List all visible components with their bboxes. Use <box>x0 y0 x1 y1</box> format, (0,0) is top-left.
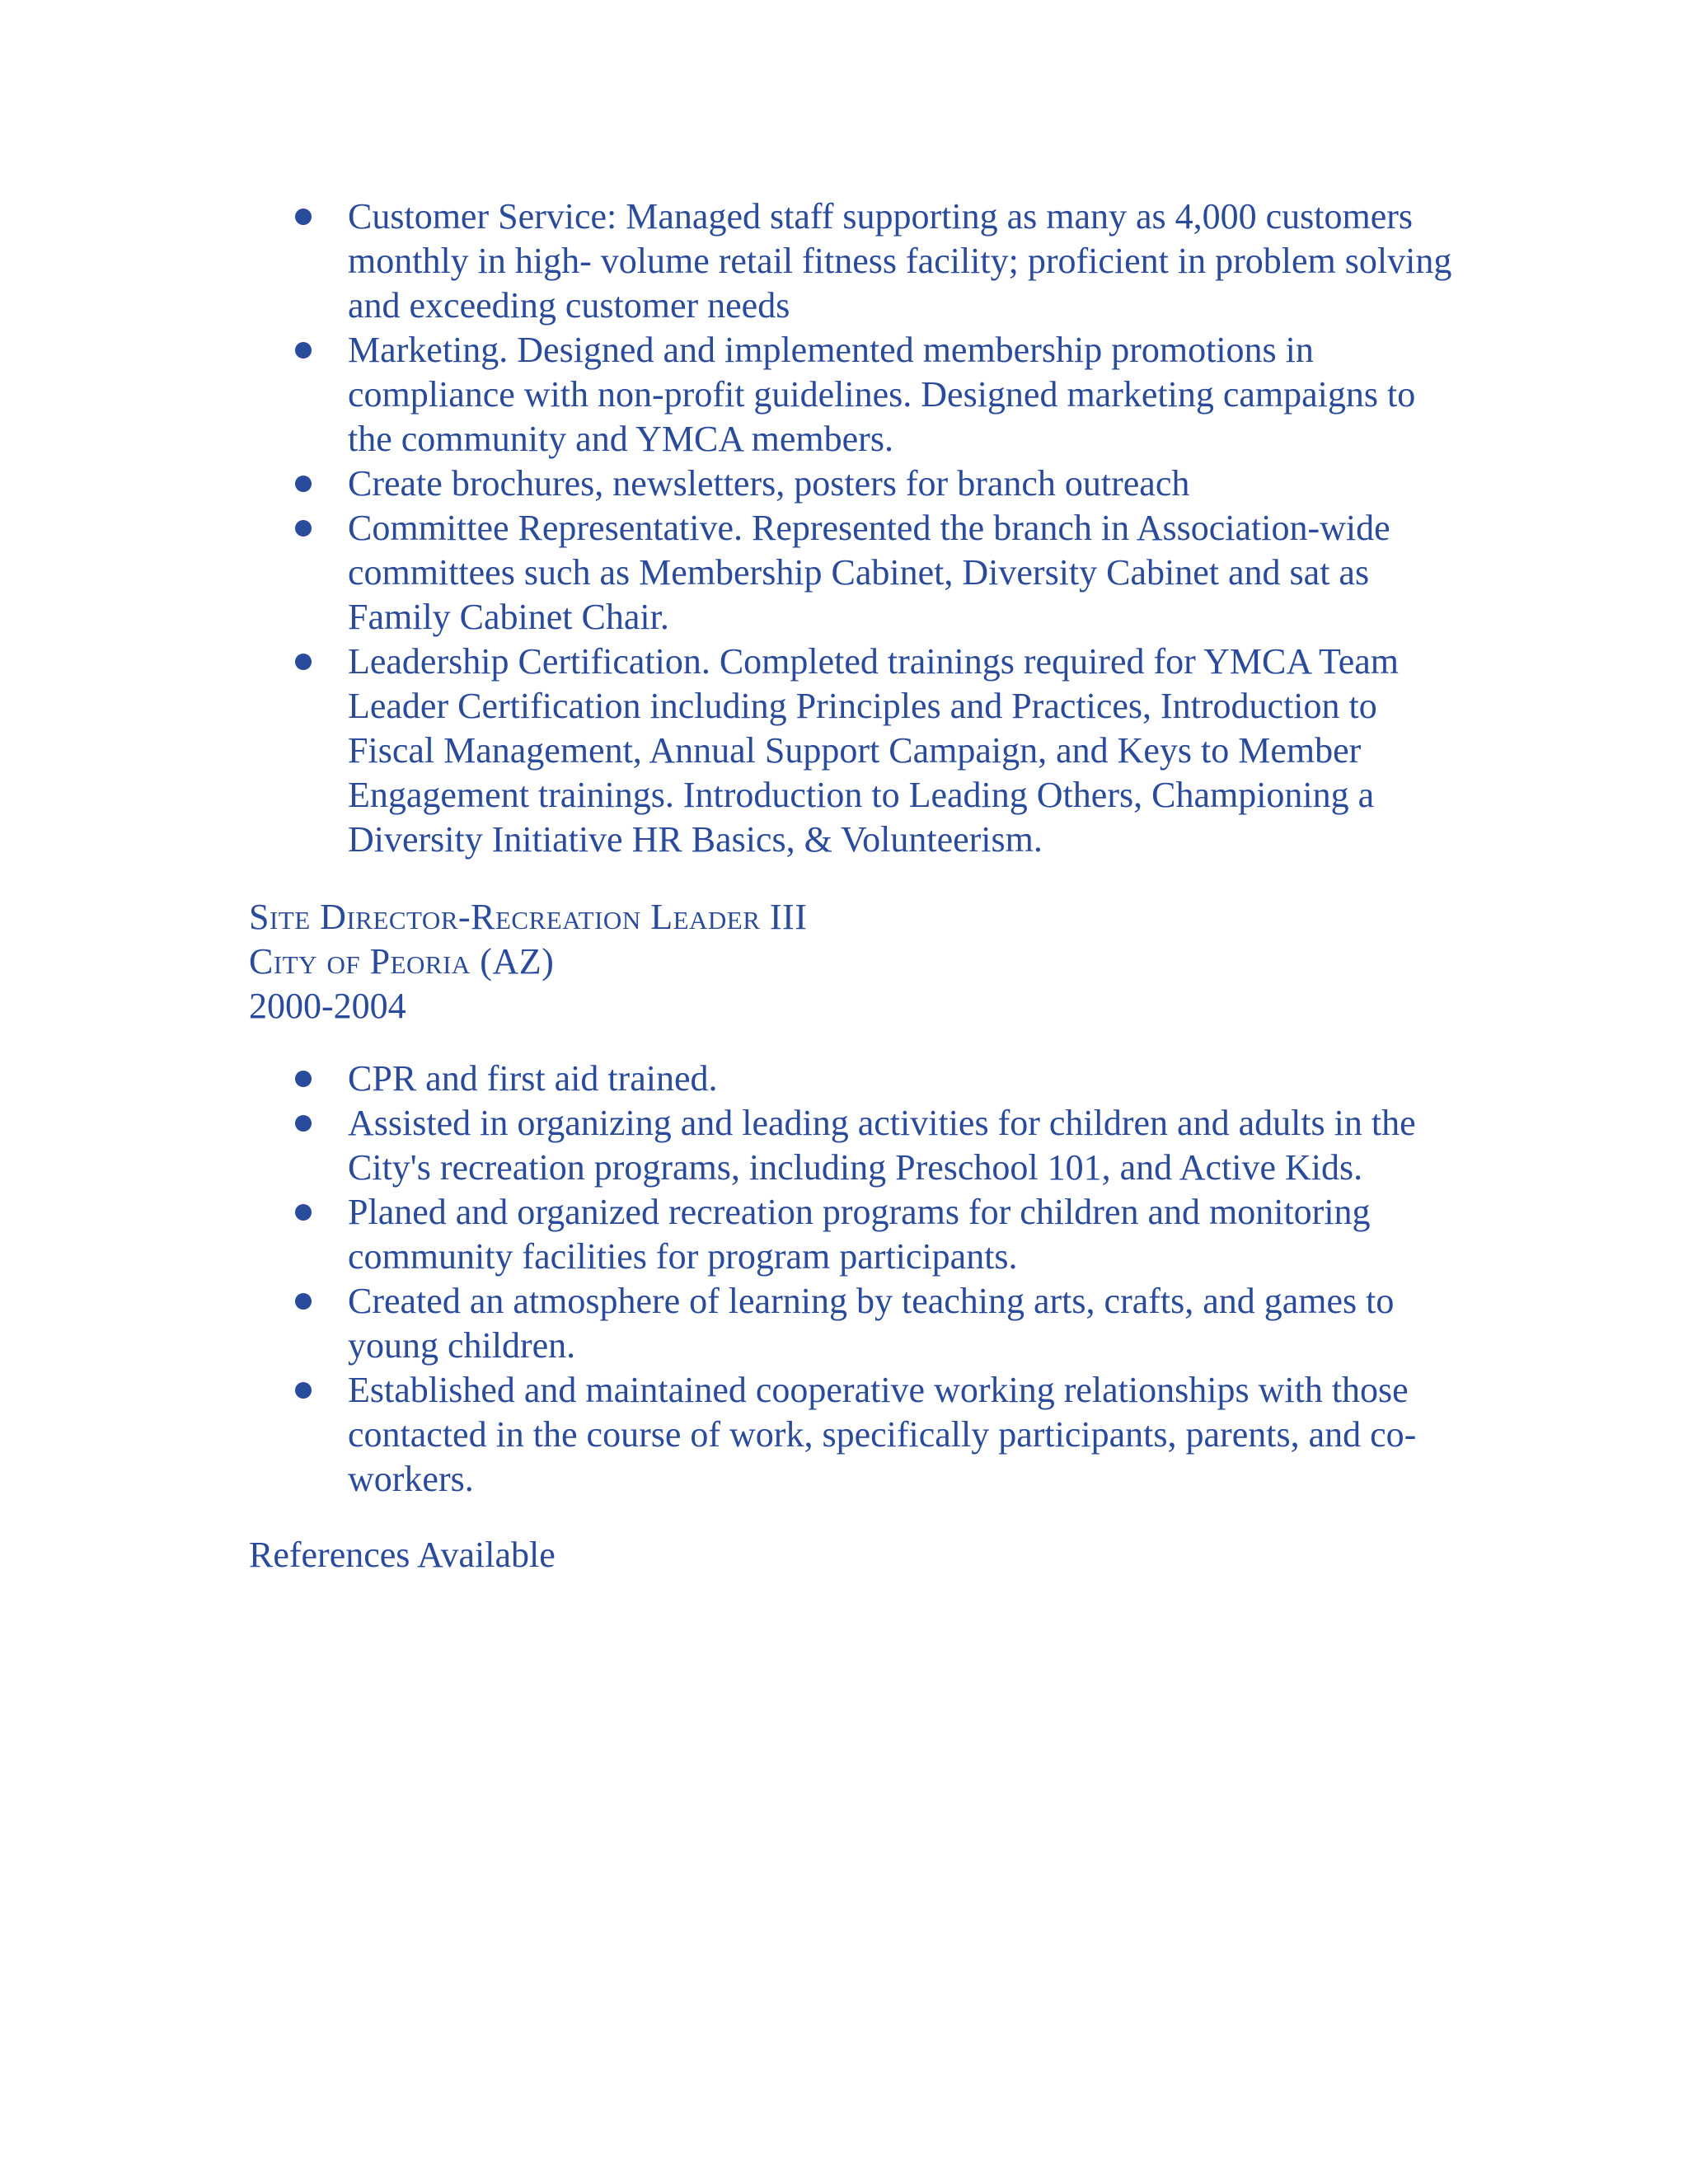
bullet-icon <box>295 520 312 537</box>
job-title: Site Director-Recreation Leader III <box>249 897 808 937</box>
bullet-text: Leadership Certification. Completed trainings required for YMCA Team Leader Certification including Principles and Practices, Introduction to Fiscal Management, Annual Support Campaign, and Keys to Member Engagement trainings. Introduction to Leading Others, Championing a Diversity Initiative HR Basics, & Volunteerism. <box>348 641 1400 860</box>
bullet-text: Planed and organized recreation programs for children and monitoring community facilities for program participants. <box>348 1192 1371 1277</box>
list-item <box>348 1368 1452 1502</box>
bullet-text: Create brochures, newsletters, posters for branch outreach <box>348 463 1190 504</box>
bullet-icon <box>295 1382 312 1399</box>
list-item <box>348 1190 1452 1279</box>
list-item <box>348 462 1452 506</box>
job-header <box>249 895 1452 1029</box>
bullet-icon <box>295 1204 312 1221</box>
bullet-icon <box>295 342 312 359</box>
bullet-icon <box>295 1293 312 1310</box>
resume-content <box>249 194 1452 1577</box>
references-note: References Available <box>249 1535 556 1575</box>
bullet-text: Assisted in organizing and leading activities for children and adults in the City's recreation programs, including Preschool 101, and Active Kids. <box>348 1103 1416 1188</box>
list-item <box>348 506 1452 640</box>
list-item <box>348 194 1452 328</box>
bullet-icon <box>295 476 312 492</box>
list-item <box>348 640 1452 862</box>
list-item <box>348 1101 1452 1190</box>
bullet-icon <box>295 1115 312 1132</box>
bullet-text: Created an atmosphere of learning by teaching arts, crafts, and games to young children. <box>348 1281 1395 1366</box>
bullet-icon <box>295 654 312 670</box>
bullet-text: Established and maintained cooperative working relationships with those contacted in the course of work, specifically participants, parents, and co-workers. <box>348 1370 1417 1499</box>
bullet-text: Customer Service: Managed staff supporting as many as 4,000 customers monthly in high- volume retail fitness facility; proficient in problem solving and exceeding customer needs <box>348 196 1452 326</box>
bullet-text: Committee Representative. Represented the branch in Association-wide committees such as Membership Cabinet, Diversity Cabinet and sat as Family Cabinet Chair. <box>348 508 1390 637</box>
bullet-text: Marketing. Designed and implemented membership promotions in compliance with non-profit guidelines. Designed marketing campaigns to the community and YMCA members. <box>348 330 1416 459</box>
bullet-icon <box>295 209 312 225</box>
job-dates: 2000-2004 <box>249 986 406 1026</box>
bullet-text: CPR and first aid trained. <box>348 1058 718 1099</box>
previous-job-bullet-list <box>249 194 1452 862</box>
list-item <box>348 1057 1452 1101</box>
job-bullet-list <box>249 1057 1452 1502</box>
list-item <box>348 1279 1452 1368</box>
bullet-icon <box>295 1071 312 1087</box>
list-item <box>348 328 1452 462</box>
employer-name: City of Peoria (AZ) <box>249 941 555 982</box>
